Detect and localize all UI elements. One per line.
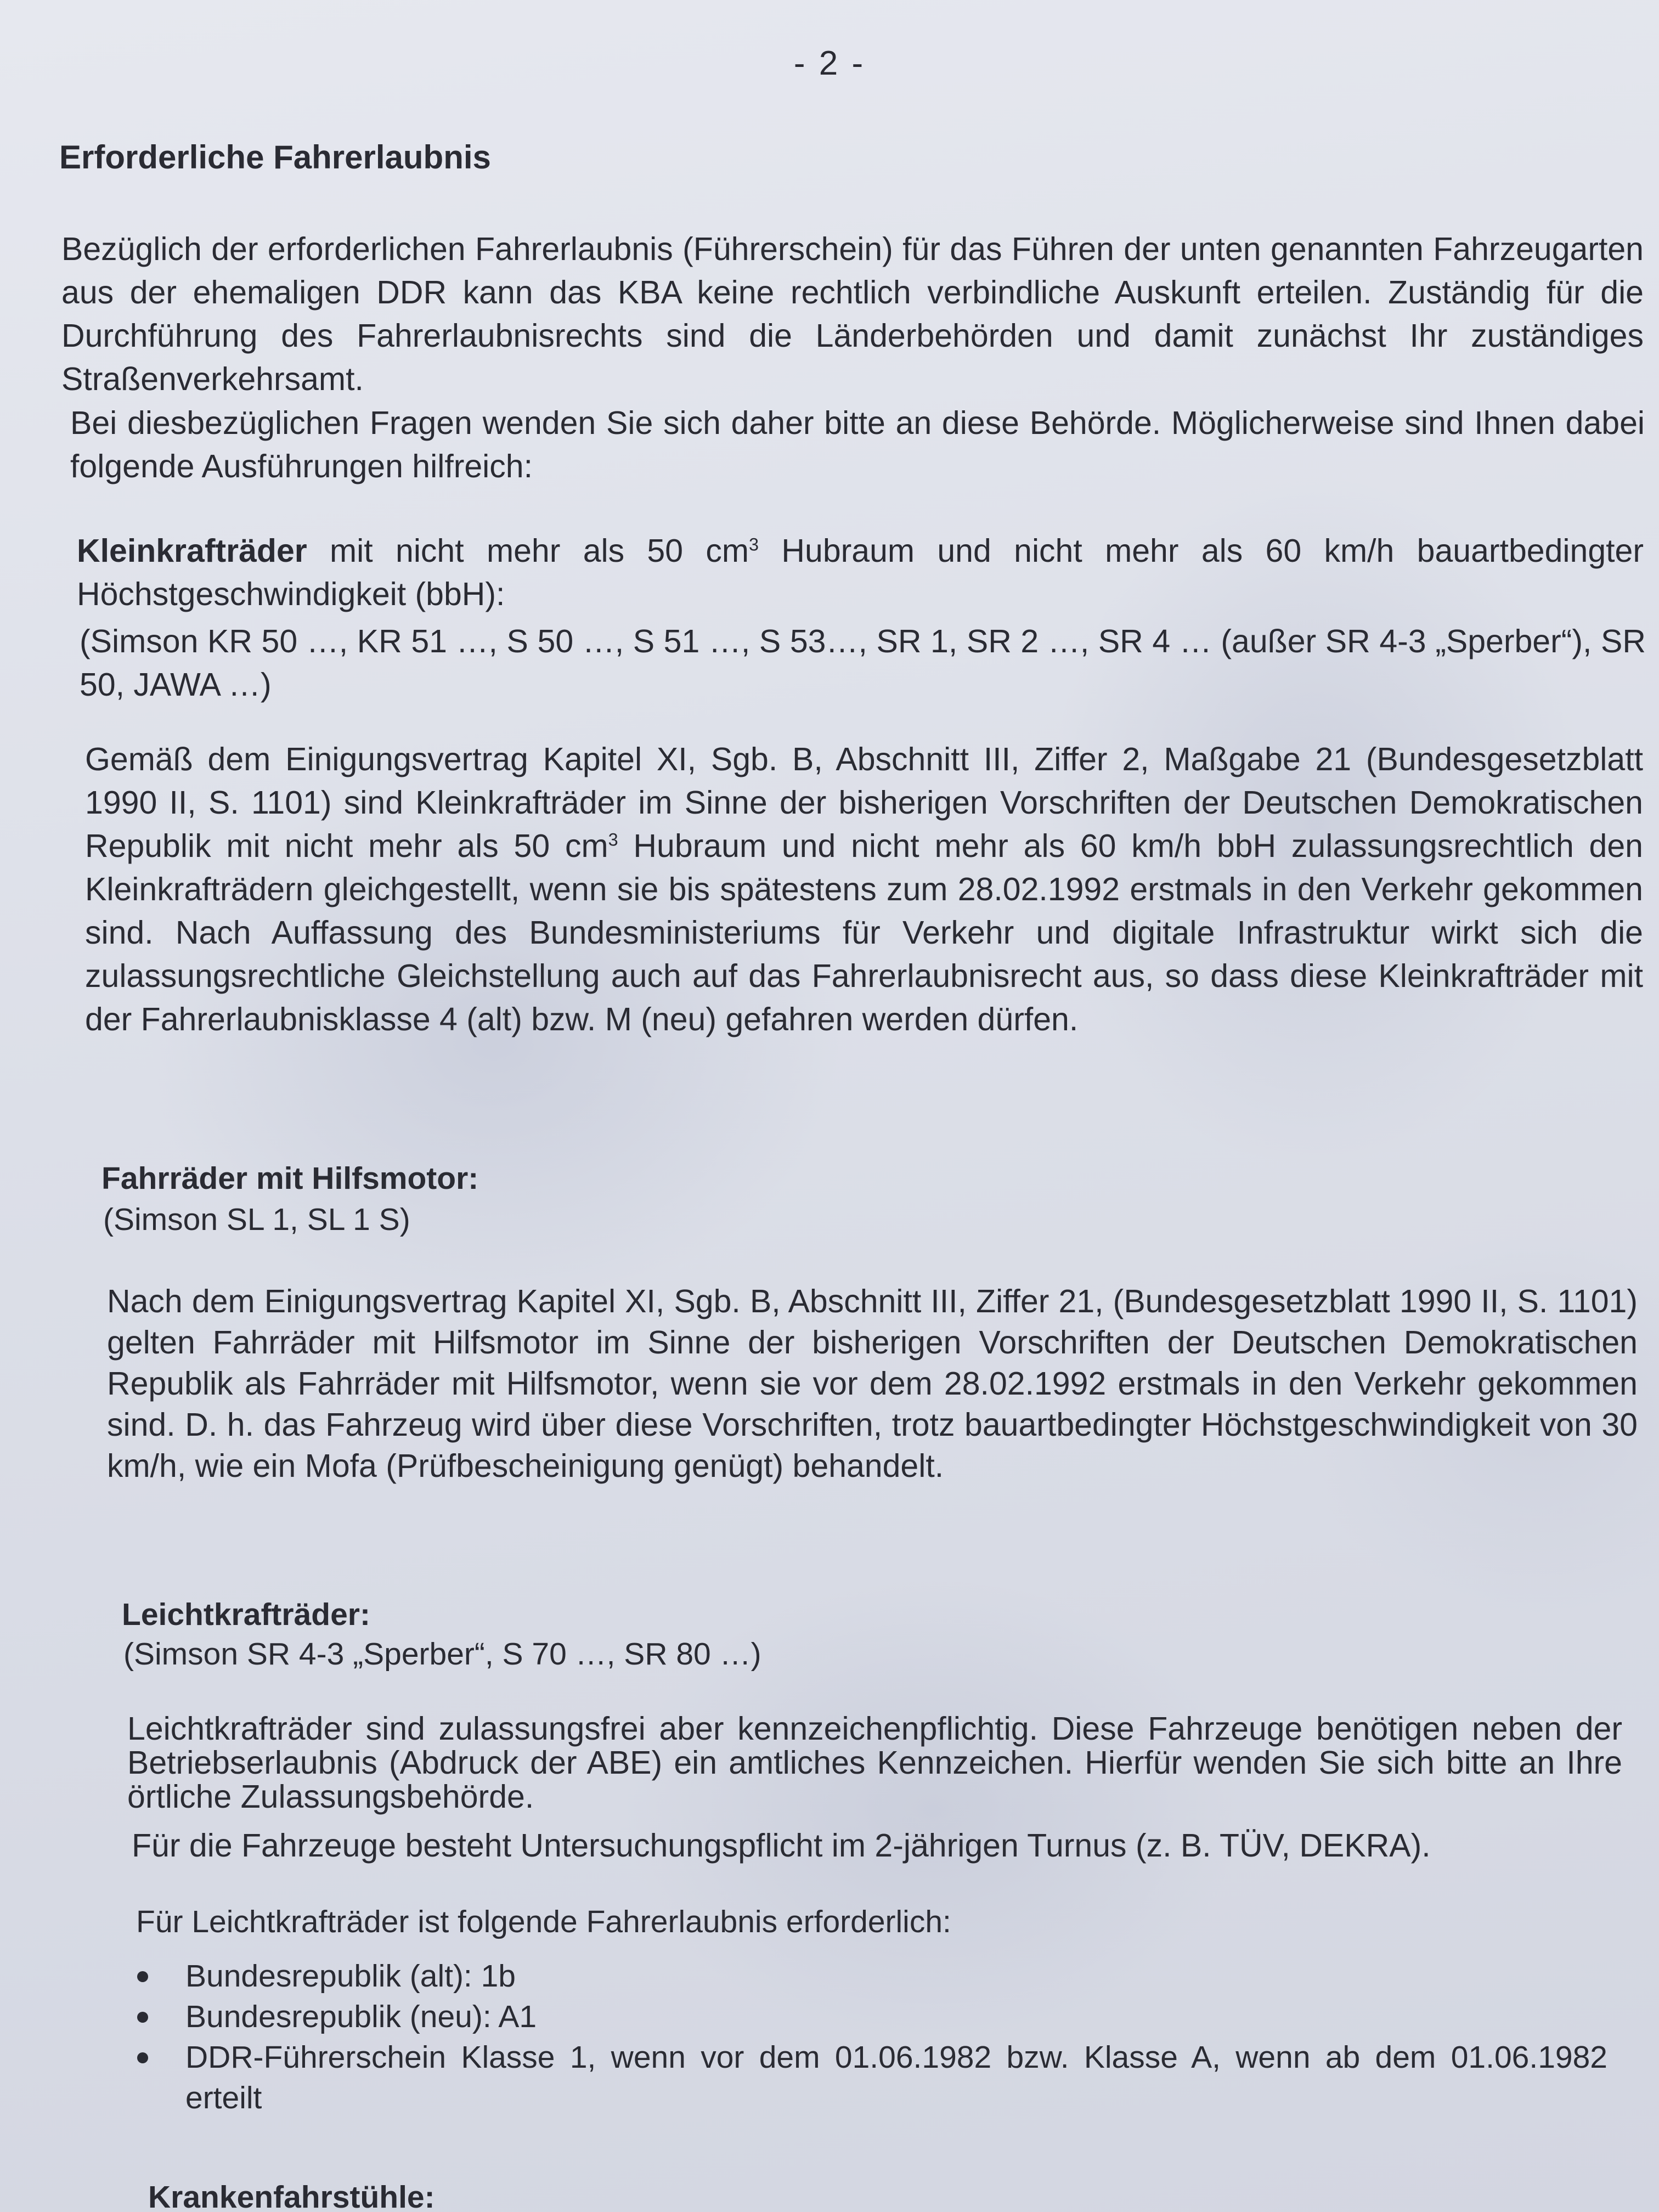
leichtkraftraeder-body-1 — [127, 1712, 1622, 1814]
krankenfahrstuehle-title: Krankenfahrstühle: — [148, 2180, 435, 2212]
list-item — [137, 1956, 1607, 1996]
fahrraeder-body — [107, 1281, 1638, 1487]
intro-paragraph-2 — [70, 402, 1645, 488]
leichtkraftraeder-models: (Simson SR 4-3 „Sperber“, S 70 …, SR 80 …) — [123, 1637, 761, 1672]
bullet-icon — [137, 2052, 148, 2063]
intro-text-1: Bezüglich der erforderlichen Fahrerlaubnis (Führerschein) für das Führen der unten genannten Fahrzeugarten aus der ehemaligen DDR kann das KBA keine rechtlich verbindliche Auskunft erteilen. Zuständig für die Durchführung des Fahrerlaubnisrechts sind die Länderbehörden und damit zunächst Ihr zuständiges Straßenverkehrsamt. — [61, 231, 1644, 397]
leichtkraftraeder-body-2 — [132, 1824, 1624, 1867]
leichtkraftraeder-body-1-text: Leichtkrafträder sind zulassungsfrei aber kennzeichenpflichtig. Diese Fahrzeuge benötigen neben der Betriebserlaubnis (Abdruck der ABE) ein amtliches Kennzeichen. Hierfür wenden Sie sich bitte an Ihre örtliche Zulassungsbehörde. — [127, 1711, 1622, 1815]
list-item-text: DDR-Führerschein Klasse 1, wenn vor dem 01.06.1982 bzw. Klasse A, wenn ab dem 01.06.1982 erteilt — [185, 2040, 1607, 2115]
kleinkraftraeder-body — [85, 738, 1643, 1041]
kleinkraftraeder-body-2: Hubraum und nicht mehr als 60 km/h bbH zulassungsrechtlich den Kleinkrafträdern gleichgestellt, wenn sie bis spätestens zum 28.02.1992 erstmals in den Verkehr gekommen sind. Nach Auffassung des Bundesministeriums für Verkehr und digitale Infrastruktur wirkt sich die zulassungsrechtliche Gleichstellung auch auf das Fahrerlaubnisrecht aus, so dass diese Kleinkrafträder mit der Fahrerlaubnisklasse 4 (alt) bzw. M (neu) gefahren werden dürfen. — [85, 828, 1643, 1037]
intro-text-2: Bei diesbezüglichen Fragen wenden Sie sich daher bitte an diese Behörde. Möglicherweise sind Ihnen dabei folgende Ausführungen hilfreich: — [70, 405, 1645, 484]
kleinkraftraeder-body-1: Gemäß dem Einigungsvertrag Kapitel XI, Sgb. B, Abschnitt III, Ziffer 2, Maßgabe 21 (Bundesgesetzblatt 1990 II, S. 1101) sind Kleinkrafträder im Sinne der bisherigen Vorschriften der Deutschen Demokratischen Republik mit nicht mehr als 50 cm — [85, 741, 1643, 864]
kleinkraftraeder-heading-paragraph — [77, 529, 1644, 616]
intro-paragraph — [61, 228, 1644, 401]
kleinkraftraeder-title-rest-2: Hubraum und nicht mehr als 60 km/h bauartbedingter Höchstgeschwindigkeit (bbH): — [77, 533, 1644, 612]
kleinkraftraeder-title: Kleinkrafträder — [77, 533, 307, 569]
kleinkraftraeder-body-sup: 3 — [608, 830, 618, 850]
kleinkraftraeder-models — [80, 620, 1646, 707]
list-item — [137, 1996, 1607, 2037]
leichtkraftraeder-title: Leichtkrafträder: — [122, 1597, 370, 1632]
list-item-text: Bundesrepublik (neu): A1 — [185, 1999, 537, 2034]
fahrraeder-title: Fahrräder mit Hilfsmotor: — [101, 1161, 479, 1196]
licence-list — [137, 1956, 1607, 2118]
kleinkraftraeder-title-sup: 3 — [749, 534, 759, 555]
document-heading: Erforderliche Fahrerlaubnis — [59, 139, 491, 176]
fahrraeder-models: (Simson SL 1, SL 1 S) — [103, 1202, 410, 1237]
kleinkraftraeder-models-text: (Simson KR 50 …, KR 51 …, S 50 …, S 51 …, S 53…, SR 1, SR 2 …, SR 4 … (außer SR 4-3 „Sperber“), SR 50, JAWA …) — [80, 623, 1646, 703]
bullet-icon — [137, 1971, 148, 1982]
page-number: - 2 - — [793, 44, 866, 82]
fahrraeder-body-text: Nach dem Einigungsvertrag Kapitel XI, Sgb. B, Abschnitt III, Ziffer 21, (Bundesgesetzblatt 1990 II, S. 1101) gelten Fahrräder mit Hilfsmotor im Sinne der bisherigen Vorschriften der Deutschen Demokratischen Republik als Fahrräder mit Hilfsmotor, wenn sie vor dem 28.02.1992 erstmals in den Verkehr gekommen sind. D. h. das Fahrzeug wird über diese Vorschriften, trotz bauartbedingter Höchstgeschwindigkeit von 30 km/h, wie ein Mofa (Prüfbescheinigung genügt) behandelt. — [107, 1283, 1638, 1484]
list-item — [137, 2037, 1607, 2118]
leichtkraftraeder-body-2-text: Für die Fahrzeuge besteht Untersuchungspflicht im 2-jährigen Turnus (z. B. TÜV, DEKRA). — [132, 1827, 1431, 1864]
kleinkraftraeder-title-rest-1: mit nicht mehr als 50 cm — [307, 533, 749, 569]
list-item-text: Bundesrepublik (alt): 1b — [185, 1959, 516, 1994]
bullet-icon — [137, 2012, 148, 2023]
leichtkraftraeder-licence-intro: Für Leichtkrafträder ist folgende Fahrerlaubnis erforderlich: — [136, 1904, 951, 1939]
